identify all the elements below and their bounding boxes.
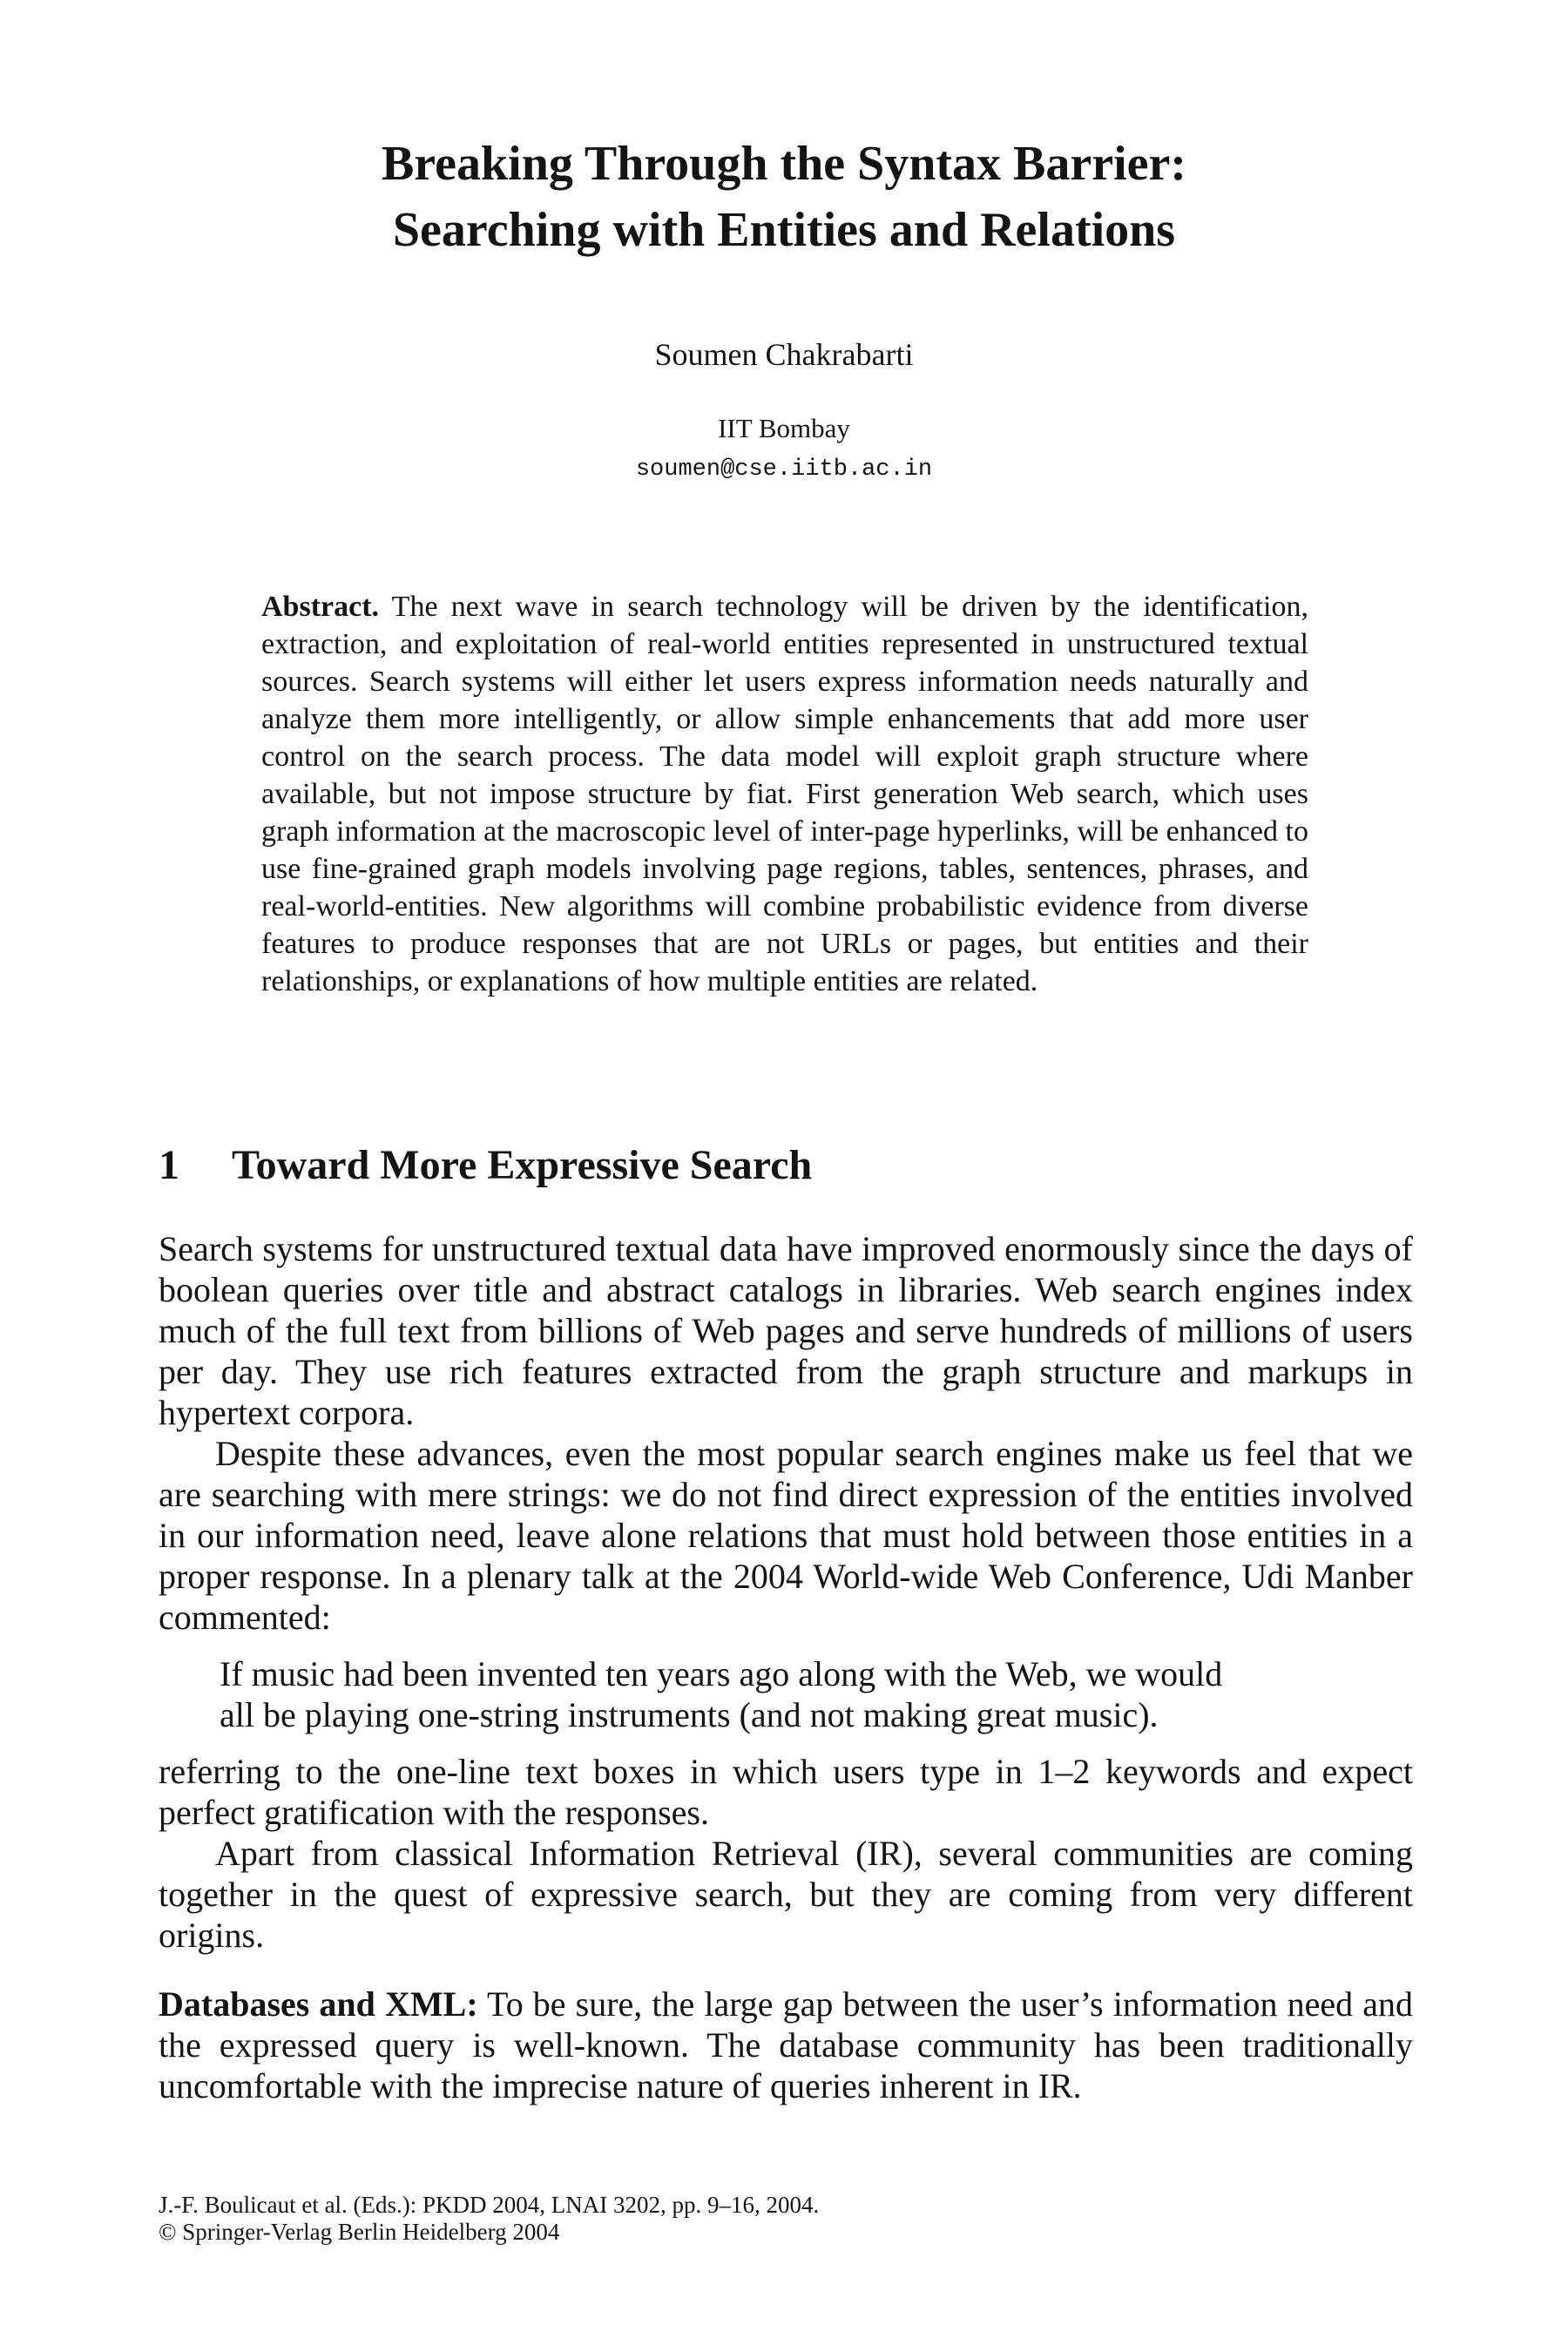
- author-affiliation: IIT Bombay: [718, 413, 850, 443]
- body-paragraph-4: Apart from classical Information Retrieval (IR), several communities are coming together in the quest of expressive search, but they are coming from very different origins.: [159, 1834, 1413, 1955]
- runin-heading: Databases and XML:: [159, 1984, 478, 2024]
- body-paragraph-1: Search systems for unstructured textual data have improved enormously since the days of boolean queries over title and abstract catalogs in libraries. Web search engines index much of the full text from billions of Web pages and serve hundreds of millions of users per day. They use rich features extracted from the graph structure and markups in hypertext corpora.: [159, 1229, 1413, 1432]
- body-paragraph-5: [159, 1984, 1413, 2106]
- section-heading: [159, 1139, 812, 1192]
- quotation-line-2: all be playing one-string instruments (and not making great music).: [220, 1695, 1159, 1734]
- abstract-label: Abstract.: [261, 591, 380, 623]
- section-number: 1: [159, 1142, 179, 1188]
- citation-line: J.-F. Boulicaut et al. (Eds.): PKDD 2004, LNAI 3202, pp. 9–16, 2004.: [159, 2192, 820, 2218]
- paper-title: [0, 131, 1568, 263]
- body-paragraph-5-text: To be sure, the large gap between the user’s information need and the expressed query is well-known. The database community has been traditionally uncomfortable with the imprecise nature of queries inherent in IR.: [159, 1984, 1413, 2105]
- abstract-text: The next wave in search technology will be driven by the identification, extraction, and exploitation of real-world entities represented in unstructured textual sources. Search systems will either let users express information needs naturally and analyze them more intelligently, or allow simple enhancements that add more user control on the search process. The data model will exploit graph structure where available, but not impose structure by fiat. First generation Web search, which uses graph information at the macroscopic level of inter-page hyperlinks, will be enhanced to use fine-grained graph models involving page regions, tables, sentences, phrases, and real-world-entities. New algorithms will combine probabilistic evidence from diverse features to produce responses that are not URLs or pages, but entities and their relationships, or explanations of how multiple entities are related.: [261, 591, 1308, 997]
- paper-title-line-2: Searching with Entities and Relations: [392, 203, 1176, 257]
- copyright-line: © Springer-Verlag Berlin Heidelberg 2004: [159, 2219, 560, 2245]
- paper-title-line-1: Breaking Through the Syntax Barrier:: [381, 137, 1187, 191]
- quotation-line-1: If music had been invented ten years ago along with the Web, we would: [220, 1654, 1223, 1693]
- body-paragraph-3: referring to the one-line text boxes in which users type in 1–2 keywords and expect perfect gratification with the responses.: [159, 1752, 1413, 1832]
- author-name: Soumen Chakrabarti: [654, 337, 914, 372]
- section-body: [159, 1228, 1413, 2106]
- abstract: [261, 588, 1308, 1000]
- body-paragraph-2: Despite these advances, even the most popular search engines make us feel that we are searching with mere strings: we do not find direct expression of the entities involved in our information need, leave alone relations that must hold between those entities in a proper response. In a plenary talk at the 2004 World-wide Web Conference, Udi Manber commented:: [159, 1434, 1413, 1637]
- section-title: Toward More Expressive Search: [232, 1142, 813, 1188]
- quotation: [220, 1653, 1352, 1735]
- copyright-footer: [159, 2192, 819, 2246]
- author-email: soumen@cse.iitb.ac.in: [635, 456, 933, 483]
